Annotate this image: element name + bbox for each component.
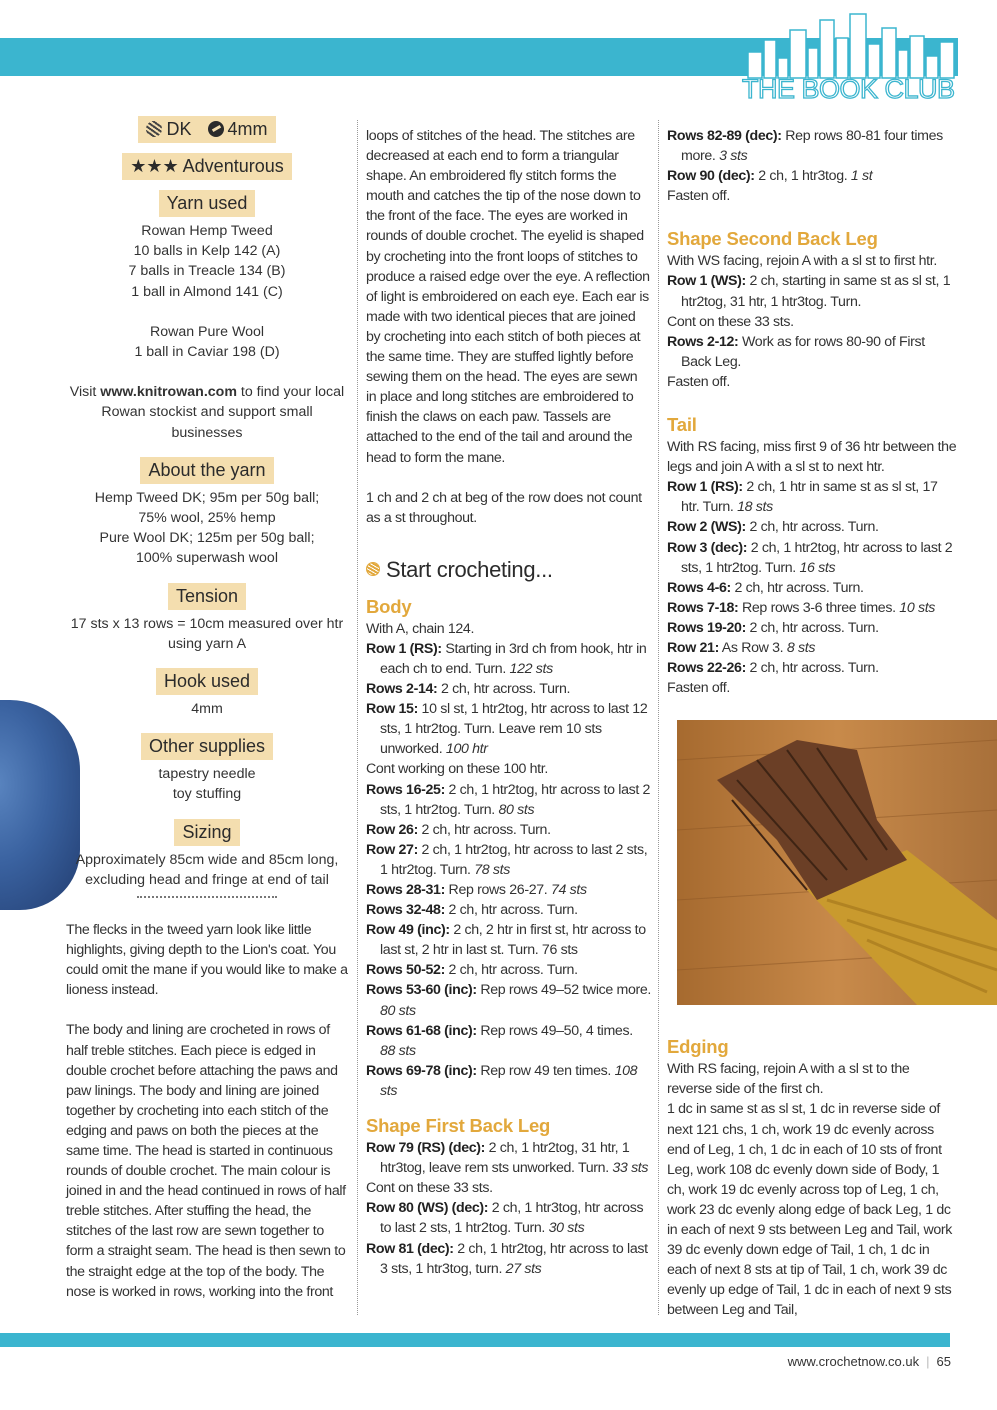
pattern-row: Row 1 (RS): Starting in 3rd ch from hook, htr in each ch to end. Turn. 122 sts xyxy=(366,640,647,677)
stitch-count: 80 sts xyxy=(380,1002,416,1019)
row-label: Row 15: xyxy=(366,701,418,718)
stitch-count: 74 sts xyxy=(550,882,587,898)
other-supplies-heading: Other supplies xyxy=(141,733,273,760)
yarn-line: 1 ball in Almond 141 (C) xyxy=(131,283,283,300)
second-leg-rows xyxy=(667,251,957,392)
pattern-row: With WS facing, rejoin A with a sl st to first htr. xyxy=(667,253,937,270)
visit-text: Visit xyxy=(69,384,101,401)
about-line: 75% wool, 25% hemp xyxy=(138,510,276,527)
sizing-text: Approximately 85cm wide and 85cm long, excluding head and fringe at end of tail xyxy=(75,851,339,888)
stitch-count: 16 sts xyxy=(799,559,836,576)
tail-heading: Tail xyxy=(667,414,697,436)
pattern-column-right xyxy=(667,126,957,1320)
stitch-count: 8 sts xyxy=(786,639,816,656)
row-label: Row 80 (WS) (dec): xyxy=(366,1200,489,1217)
pattern-row: Rows 32-48: 2 ch, htr across. Turn. xyxy=(366,902,578,919)
yarn-line: 10 balls in Kelp 142 (A) xyxy=(133,243,281,260)
intro-paragraph: loops of stitches of the head. The stitches are decreased at each end to form a triangular shape. An embroidered fly stitch forms the mouth and catches the tip of the nose down to the front of the face. The eyes are worked in rounds of double crochet. The eyelid is shaped by crocheting into the front loops of stitches to produce a raised edge over the eye. A reflection of light is embroidered on each eye. Each ear is made with two identical pieces that are joined by crocheting into each stitch of both pieces at the same time. They are stuffed lightly before sewing them on the head. The eyes are sewn in place and long stitches are embroidered to finish the claws on each paw. Tassels are attached to the end of the tail and around the head to form the mane. xyxy=(366,128,650,466)
first-leg-heading: Shape First Back Leg xyxy=(366,1115,551,1137)
pattern-row: Rows 53-60 (inc): Rep rows 49–52 twice more. 80 sts xyxy=(366,982,652,1019)
row-label: Rows 82-89 (dec): xyxy=(667,128,782,144)
row-label: Rows 32-48: xyxy=(366,902,445,919)
row-label: Rows 2-12: xyxy=(667,333,739,350)
row-label: Row 1 (RS): xyxy=(667,479,743,496)
row-label: Row 26: xyxy=(366,821,418,838)
pattern-row: Row 49 (inc): 2 ch, 2 htr in first st, htr across to last st, 2 htr in last st. Turn. 76 sts xyxy=(366,922,646,959)
intro-text xyxy=(66,920,348,1302)
stitch-count: 1 st xyxy=(850,168,873,185)
row-label: Row 90 (dec): xyxy=(667,168,755,185)
stitch-count: 80 sts xyxy=(498,801,535,818)
pattern-row: Rows 2-12: Work as for rows 80-90 of First Back Leg. xyxy=(667,333,925,370)
pattern-row: Cont on these 33 sts. xyxy=(667,313,794,330)
pattern-row: Row 27: 2 ch, 1 htr2tog, htr across to last 2 sts, 1 htr2tog. Turn. 78 sts xyxy=(366,841,648,878)
pattern-row: Rows 61-68 (inc): Rep rows 49–50, 4 times. 88 sts xyxy=(366,1022,633,1059)
row-label: Rows 16-25: xyxy=(366,781,445,798)
hook-text: 4mm xyxy=(191,701,223,718)
stitch-count: 3 sts xyxy=(719,148,748,165)
row-label: Row 3 (dec): xyxy=(667,539,748,556)
start-heading-text: Start crocheting... xyxy=(386,556,553,582)
hook-heading: Hook used xyxy=(156,668,258,695)
page-footer: www.crochetnow.co.uk | 65 xyxy=(787,1354,951,1369)
intro-paragraph: The body and lining are crocheted in rows of half treble stitches. Each piece is edged in double crochet before attaching the paws and paw linings. The body and lining are joined together by crocheting into each stitch of the edging and paws on both the pieces at the same time. The head is started in continuous rounds of double crochet. The main colour is joined in and the head continued in rows of half treble stitches. After stuffing the head, the stitches of the last row are sewn together to form a straight seam. The head is then sewn to the straight edge at the top of the body. The nose is worked in rows, working into the front xyxy=(66,1022,346,1300)
tension-heading: Tension xyxy=(168,583,246,610)
row-label: Row 21: xyxy=(667,639,719,656)
tension-text: 17 sts x 13 rows = 10cm measured over htr using yarn A xyxy=(70,615,344,652)
row-label: Rows 28-31: xyxy=(366,882,445,898)
brand-title: THE BOOK CLUB xyxy=(742,74,955,104)
pattern-row: Rows 2-14: 2 ch, htr across. Turn. xyxy=(366,681,571,698)
pattern-row: Row 26: 2 ch, htr across. Turn. xyxy=(366,821,551,838)
stitch-count: 10 sts xyxy=(899,599,936,616)
rowan-link[interactable]: www.knitrowan.com xyxy=(100,384,237,401)
about-yarn-heading: About the yarn xyxy=(140,457,273,484)
row-label: Rows 69-78 (inc): xyxy=(366,1062,477,1079)
footer-url[interactable]: www.crochetnow.co.uk xyxy=(787,1354,920,1369)
stitch-count: 122 sts xyxy=(509,660,553,677)
pattern-row: Cont on these 33 sts. xyxy=(366,1180,493,1197)
row-label: Rows 19-20: xyxy=(667,619,746,636)
first-leg-rows xyxy=(366,1138,651,1279)
pattern-row: Cont working on these 100 htr. xyxy=(366,761,548,778)
column-divider xyxy=(658,120,659,1315)
row-label: Rows 7-18: xyxy=(667,599,739,616)
pattern-row: Fasten off. xyxy=(667,373,730,390)
column-divider xyxy=(357,120,358,1315)
pattern-row: Row 81 (dec): 2 ch, 1 htr2tog, htr across to last 3 sts, 1 htr3tog, turn. 27 sts xyxy=(366,1240,648,1277)
pattern-row: Rows 82-89 (dec): Rep rows 80-81 four times more. 3 sts xyxy=(667,128,943,165)
pattern-row: Row 15: 10 sl st, 1 htr2tog, htr across to last 12 sts, 1 htr2tog. Turn. Leave rem 10 sts unworked. 100 htr xyxy=(366,701,648,758)
stitch-count: 30 sts xyxy=(548,1220,585,1237)
stockist-note xyxy=(66,382,348,443)
stitch-count: 108 sts xyxy=(380,1062,638,1099)
row-label: Row 27: xyxy=(366,841,418,858)
row-label: Rows 2-14: xyxy=(366,681,438,698)
pattern-row: Row 1 (WS): 2 ch, starting in same st as sl st, 1 htr2tog, 31 htr, 1 htr3tog. Turn. xyxy=(667,273,951,310)
first-leg-rows xyxy=(667,126,957,206)
row-label: Row 2 (WS): xyxy=(667,519,746,536)
row-label: Rows 22-26: xyxy=(667,660,746,677)
row-label: Rows 4-6: xyxy=(667,579,731,596)
bottom-color-band xyxy=(0,1333,950,1347)
stitch-count: 33 sts xyxy=(612,1160,649,1177)
about-yarn-list xyxy=(66,488,348,569)
row-label: Row 1 (WS): xyxy=(667,273,746,290)
pattern-row: Rows 28-31: Rep rows 26-27. 74 sts xyxy=(366,882,587,898)
stitch-count: 100 htr xyxy=(445,741,488,758)
stitch-count: 27 sts xyxy=(505,1260,542,1277)
stitch-count: 88 sts xyxy=(380,1042,416,1059)
yarn-line: 1 ball in Caviar 198 (D) xyxy=(134,344,280,361)
row-label: Row 81 (dec): xyxy=(366,1240,454,1257)
pattern-row: With RS facing, rejoin A with a sl st to the reverse side of the first ch. xyxy=(667,1061,910,1098)
pattern-row: Row 3 (dec): 2 ch, 1 htr2tog, htr across to last 2 sts, 1 htr2tog. Turn. 16 sts xyxy=(667,539,953,576)
supply-line: tapestry needle xyxy=(158,766,256,783)
pattern-row: Rows 16-25: 2 ch, 1 htr2tog, htr across to last 2 sts, 1 htr2tog. Turn. 80 sts xyxy=(366,781,651,818)
pattern-row: 1 dc in same st as sl st, 1 dc in reverse side of next 121 chs, 1 ch, work 19 dc evenly across end of Leg, 1 ch, 1 dc in each of 10 sts of front Leg, work 108 dc evenly down side of Body, 1 ch, work 19 dc evenly across top of Leg, 1 ch, work 23 dc evenly along edge of back Leg, 1 dc in each of next 9 sts between Leg and Tail, work 39 dc evenly down edge of Tail, 1 ch, 1 dc in each of next 8 sts at tip of Tail, 1 ch, work 39 dc evenly up edge of Tail, 1 dc in each of next 9 sts between Leg and Tail, xyxy=(667,1101,953,1319)
pattern-row: Fasten off. xyxy=(667,188,730,205)
pattern-row: Rows 69-78 (inc): Rep row 49 ten times. 108 sts xyxy=(366,1062,638,1099)
pattern-row: Row 1 (RS): 2 ch, 1 htr in same st as sl st, 17 htr. Turn. 18 sts xyxy=(667,479,938,516)
about-line: Hemp Tweed DK; 95m per 50g ball; xyxy=(94,489,320,506)
yarn-brand: Rowan Pure Wool xyxy=(149,323,265,340)
pattern-row: Row 80 (WS) (dec): 2 ch, 1 htr3tog, htr across to last 2 sts, 1 htr2tog. Turn. 30 sts xyxy=(366,1200,644,1237)
row-label: Row 1 (RS): xyxy=(366,640,442,657)
pattern-row: Rows 22-26: 2 ch, htr across. Turn. xyxy=(667,660,879,677)
start-heading xyxy=(366,556,651,584)
spec-column xyxy=(66,116,348,1322)
yarn-line: 7 balls in Treacle 134 (B) xyxy=(128,263,286,280)
sizing-heading: Sizing xyxy=(174,819,239,846)
row-label: Rows 61-68 (inc): xyxy=(366,1022,477,1039)
pattern-row: Rows 19-20: 2 ch, htr across. Turn. xyxy=(667,619,879,636)
pattern-row: Rows 4-6: 2 ch, htr across. Turn. xyxy=(667,579,864,596)
weight-hook-tag xyxy=(138,116,275,143)
body-heading: Body xyxy=(366,595,412,617)
yarn-ball-icon xyxy=(366,562,380,576)
yarn-brand: Rowan Hemp Tweed xyxy=(141,223,273,239)
dotted-divider xyxy=(137,896,277,898)
visit-text: to find your local Rowan stockist and support small businesses xyxy=(101,384,345,441)
tail-rows xyxy=(667,437,957,698)
row-label: Row 49 (inc): xyxy=(366,922,450,939)
page-number: 65 xyxy=(936,1354,951,1369)
yarn-ball-icon xyxy=(146,121,162,137)
body-rows xyxy=(366,639,651,1101)
edging-rows xyxy=(667,1059,957,1320)
second-leg-heading: Shape Second Back Leg xyxy=(667,228,878,250)
about-line: Pure Wool DK; 125m per 50g ball; xyxy=(99,530,315,547)
yarn-list xyxy=(66,221,348,443)
pattern-row: Row 90 (dec): 2 ch, 1 htr3tog. 1 st xyxy=(667,168,873,185)
yarn-used-heading: Yarn used xyxy=(159,190,256,217)
note-paragraph: 1 ch and 2 ch at beg of the row does not count as a st throughout. xyxy=(366,489,642,526)
stitch-count: 78 sts xyxy=(474,861,510,878)
supply-line: toy stuffing xyxy=(172,786,242,803)
pattern-row: Rows 7-18: Rep rows 3-6 three times. 10 sts xyxy=(667,599,936,616)
hook-icon xyxy=(208,121,224,137)
row-label: Rows 50-52: xyxy=(366,962,445,979)
pattern-row: With RS facing, miss first 9 of 36 htr between the legs and join A with a sl st to next htr. xyxy=(667,439,957,476)
pattern-row: Row 2 (WS): 2 ch, htr across. Turn. xyxy=(667,519,879,536)
row-label: Rows 53-60 (inc): xyxy=(366,982,477,999)
hook-size-label: 4mm xyxy=(227,119,268,139)
body-intro: With A, chain 124. xyxy=(366,620,475,637)
row-label: Row 79 (RS) (dec): xyxy=(366,1140,486,1157)
pattern-row: Rows 50-52: 2 ch, htr across. Turn. xyxy=(366,962,578,979)
city-skyline-logo xyxy=(740,8,960,80)
difficulty-tag: ★★★ Adventurous xyxy=(122,153,291,180)
weight-label: DK xyxy=(166,119,192,139)
pattern-row: Fasten off. xyxy=(667,680,730,697)
pattern-row: Row 79 (RS) (dec): 2 ch, 1 htr2tog, 31 htr, 1 htr3tog, leave rem sts unworked. Turn. 33 sts xyxy=(366,1140,649,1177)
stitch-count: 18 sts xyxy=(737,499,773,516)
pattern-row: Row 21: As Row 3. 8 sts xyxy=(667,639,816,656)
intro-paragraph: The flecks in the tweed yarn look like little highlights, giving depth to the Lion's coat. You could omit the mane if you would like to make a lioness instead. xyxy=(66,922,348,999)
edging-heading: Edging xyxy=(667,1036,729,1058)
pattern-column-middle xyxy=(366,126,651,1279)
about-line: 100% superwash wool xyxy=(136,550,278,567)
